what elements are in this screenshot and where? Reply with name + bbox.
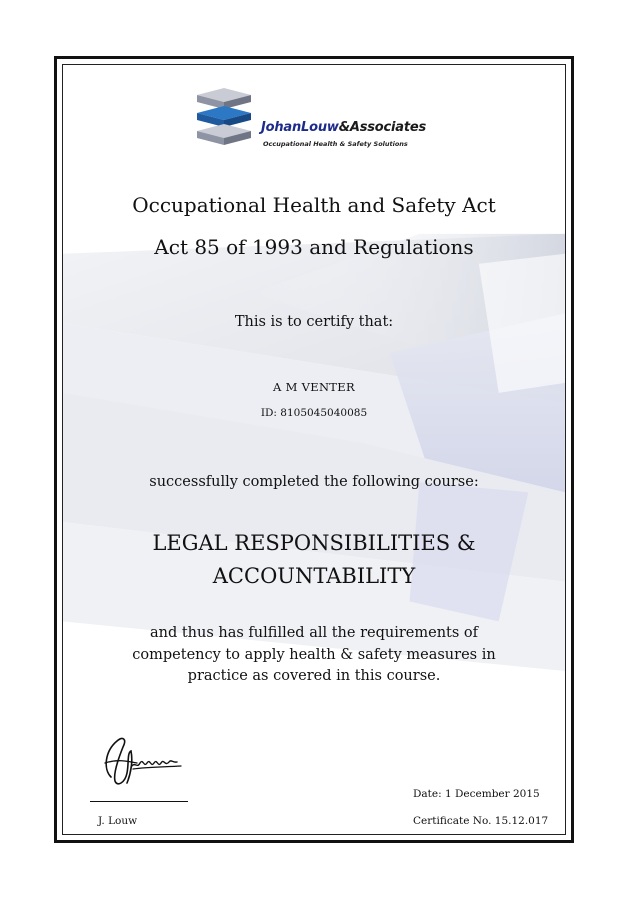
signatory-name: J. Louw: [98, 815, 138, 827]
company-logo: [193, 85, 463, 165]
fulfilled-statement: [63, 623, 565, 688]
fulfilled-line-3: practice as covered in this course.: [187, 668, 441, 684]
fulfilled-line-1: and thus has fulfilled all the requirements of: [149, 625, 479, 641]
recipient-name: A M VENTER: [273, 380, 355, 394]
recipient-id: ID: 8105045040085: [260, 407, 368, 419]
logo-tagline: Occupational Health & Safety Solutions: [263, 140, 408, 148]
course-title-line-1: LEGAL RESPONSIBILITIES &: [152, 531, 476, 555]
certificate-date: Date: 1 December 2015: [413, 788, 540, 800]
signature-line: [90, 801, 188, 802]
signature-image: [97, 733, 187, 793]
title-line-2: Act 85 of 1993 and Regulations: [154, 235, 474, 259]
fulfilled-line-2: competency to apply health & safety measures in: [132, 646, 496, 663]
completed-text: successfully completed the following course:: [149, 474, 479, 490]
certificate-number: Certificate No. 15.12.017: [413, 815, 549, 827]
certificate-inner-border: [62, 64, 566, 835]
certify-text: This is to certify that:: [234, 314, 394, 330]
certificate-outer-border: [54, 56, 574, 843]
title-line-1: Occupational Health and Safety Act: [132, 193, 496, 217]
course-title: [63, 527, 565, 593]
logo-wordmark: JohanLouw&Associates: [261, 120, 427, 135]
logo-emblem-icon: [193, 85, 255, 157]
course-title-line-2: ACCOUNTABILITY: [212, 564, 416, 588]
